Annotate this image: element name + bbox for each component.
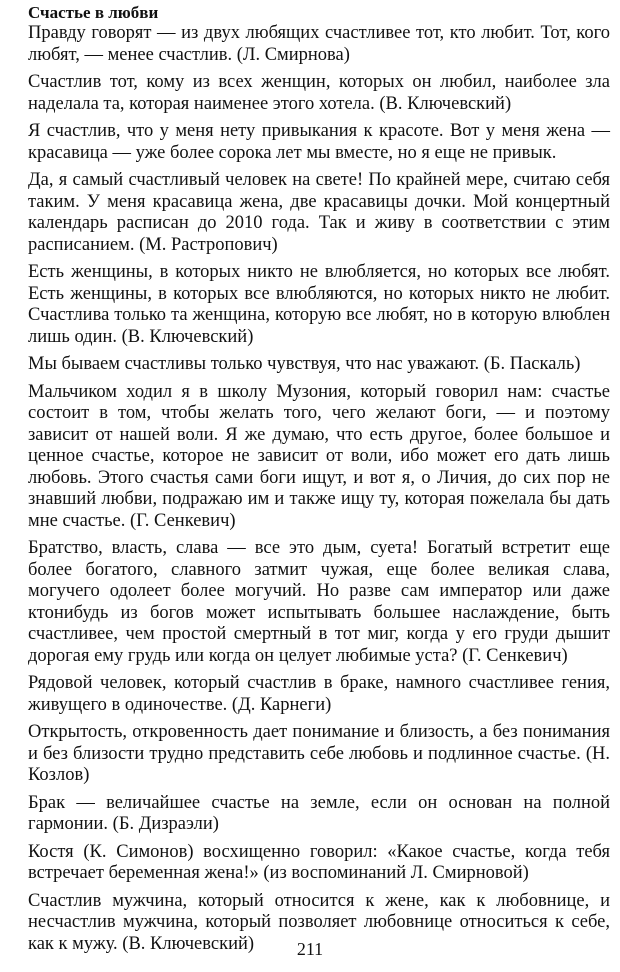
quote-paragraph: Счастлив тот, кому из всех женщин, которых он любил, наиболее зла наделала та, которая наименее этого хотела. (В. Ключевский) [28,72,610,114]
quote-paragraph: Брак — величайшее счастье на земле, если он основан на полной гармонии. (Б. Дизраэли) [28,792,610,834]
quote-paragraph: Братство, власть, слава — все это дым, суета! Богатый встретит еще более богатого, славного затмит чужая, еще более великая слава, могучего одолеет более могучий. Но разве сам император или даже ктонибудь из богов может испытывать большее наслаждение, быть счастливее, чем простой смертный в тот миг, когда у его груди дышит дорогая ему грудь или когда он целует любимые уста? (Г. Сенкевич) [28,538,610,666]
quote-paragraph: Правду говорят — из двух любящих счастливее тот, кто любит. Тот, кого любят, — менее счастлив. (Л. Смирнова) [28,23,610,65]
section-title: Счастье в любви [28,3,159,22]
page-body [28,2,610,961]
page-number: 211 [296,939,324,959]
quote-paragraph: Открытость, откровенность дает понимание и близость, а без понимания и без близости трудно представить себе любовь и подлинное счастье. (Н. Козлов) [28,722,610,785]
quote-paragraph: Да, я самый счастливый человек на свете! По крайней мере, считаю себя таким. У меня красавица жена, две красавицы дочки. Мой концертный календарь расписан до 2010 года. Так и живу в соответствии с этим расписанием. (М. Растропович) [28,170,610,255]
quote-paragraph: Есть женщины, в которых никто не влюбляется, но которых все любят. Есть женщины, в которых все влюбляются, но которых никто не любит. Счастлива только та женщина, которую все любят, но в которую влюблен лишь один. (В. Ключевский) [28,262,610,347]
quote-paragraph: Мальчиком ходил я в школу Музония, который говорил нам: счастье состоит в том, чтобы желать того, чего желают боги, — и поэтому зависит от нашей воли. Я же думаю, что есть другое, более большое и ценное счастье, которое не зависит от воли, ибо может его дать лишь любовь. Этого счастья сами боги ищут, и вот я, о Личия, до сих пор не знавший любви, подражаю им и также ищу ту, которая пожелала бы дать мне счастье. (Г. Сенкевич) [28,381,610,531]
quote-paragraph: Мы бываем счастливы только чувствуя, что нас уважают. (Б. Паскаль) [28,354,581,374]
quote-paragraph: Я счастлив, что у меня нету привыкания к красоте. Вот у меня жена — красавица — уже более сорока лет мы вместе, но я еще не привык. [28,121,610,163]
quote-paragraph: Рядовой человек, который счастлив в браке, намного счастливее гения, живущего в одиночестве. (Д. Карнеги) [28,673,610,715]
quote-paragraph: Костя (К. Симонов) восхищенно говорил: «Какое счастье, когда тебя встречает беременная жена!» (из воспоминаний Л. Смирновой) [28,841,610,883]
quote-paragraph: Счастлив мужчина, который относится к жене, как к любовнице, и несчастлив мужчина, который позволяет любовнице относиться к себе, как к мужу. (В. Ключевский) [28,890,610,954]
